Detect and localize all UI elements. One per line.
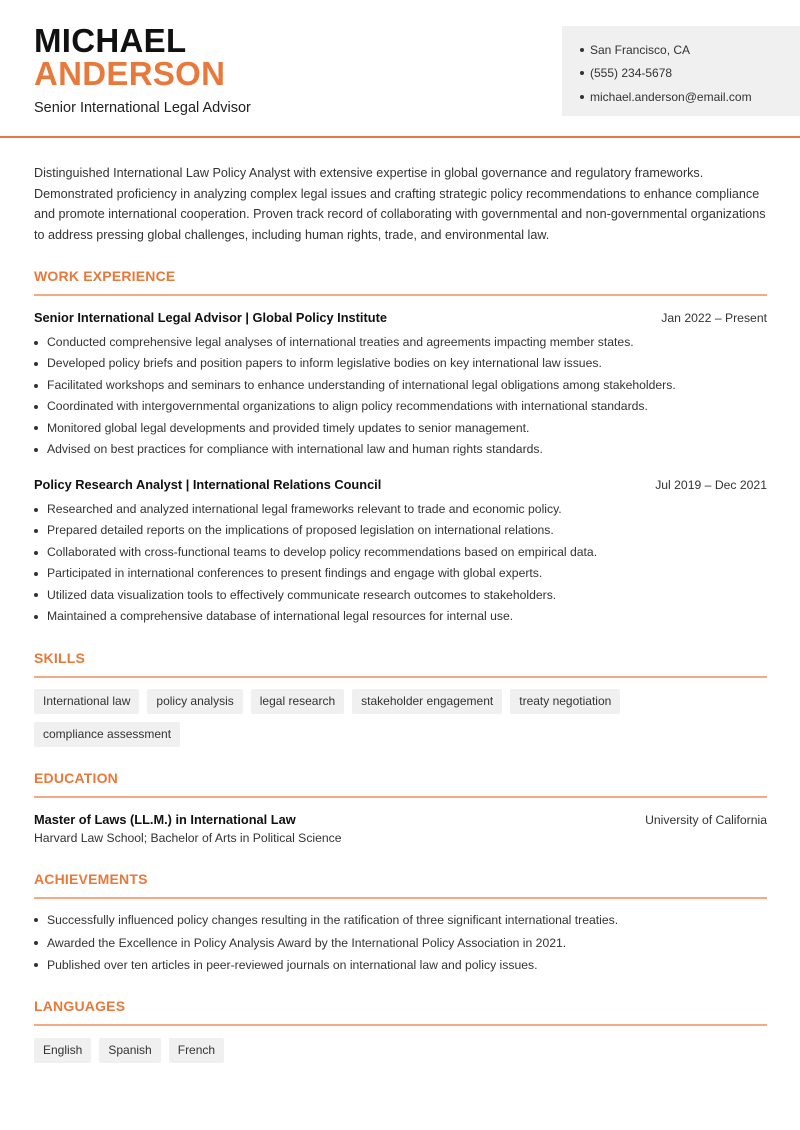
skill-tag: stakeholder engagement [352, 689, 502, 714]
list-item [34, 909, 769, 932]
bullet-dot-icon [580, 95, 584, 99]
languages-list [34, 1038, 769, 1063]
bullet-text: Maintained a comprehensive database of international legal resources for internal use. [47, 609, 514, 624]
section-title-languages: LANGUAGES [34, 998, 126, 1014]
skills-list [34, 689, 769, 747]
last-name: ANDERSON [34, 55, 226, 92]
skill-tag: treaty negotiation [510, 689, 620, 714]
job-dates: Jan 2022 – Present [661, 311, 767, 325]
list-item [34, 932, 769, 955]
skill-tag: International law [34, 689, 139, 714]
bullet-dot-icon [34, 508, 38, 512]
list-item [34, 332, 769, 353]
job-role: Policy Research Analyst | International Relations Council [34, 477, 382, 492]
contact-location [580, 38, 800, 62]
job-bullets [34, 499, 769, 627]
section-title-education: EDUCATION [34, 770, 118, 786]
bullet-dot-icon [34, 572, 38, 576]
bullet-dot-icon [34, 529, 38, 533]
achievements-list [34, 909, 769, 977]
list-item [34, 542, 769, 563]
bullet-text: Utilized data visualization tools to effectively communicate research outcomes to stakeholders. [47, 587, 557, 602]
list-item [34, 520, 769, 541]
list-item [34, 418, 769, 439]
bullet-text: Awarded the Excellence in Policy Analysis Award by the International Policy Association in 2021. [47, 935, 567, 950]
bullet-dot-icon [580, 48, 584, 52]
bullet-dot-icon [34, 963, 38, 967]
skill-tag: compliance assessment [34, 722, 180, 747]
bullet-dot-icon [34, 384, 38, 388]
contact-box [562, 26, 800, 116]
list-item [34, 353, 769, 374]
list-item [34, 563, 769, 584]
section-title-work: WORK EXPERIENCE [34, 268, 176, 284]
bullet-text: Successfully influenced policy changes resulting in the ratification of three significant international treaties. [47, 913, 619, 927]
institution-name: University of California [645, 813, 767, 827]
bullet-dot-icon [34, 918, 38, 922]
bullet-dot-icon [34, 448, 38, 452]
list-item [34, 396, 769, 417]
language-tag: English [34, 1038, 91, 1063]
bullet-dot-icon [34, 426, 38, 430]
bullet-text: Published over ten articles in peer-reviewed journals on international law and policy issues. [47, 958, 538, 972]
education-header [34, 812, 767, 827]
bullet-text: Participated in international conferences to present findings and engage with global experts. [47, 566, 543, 581]
section-divider [34, 676, 767, 678]
bullet-text: Researched and analyzed international legal frameworks relevant to trade and economic policy. [47, 502, 562, 516]
education-details: Harvard Law School; Bachelor of Arts in Political Science [34, 831, 342, 845]
bullet-text: Developed policy briefs and position papers to inform legislative bodies on key international law issues. [47, 356, 602, 371]
bullet-text: Facilitated workshops and seminars to enhance understanding of international legal obligations among stakeholders. [47, 377, 676, 392]
degree-title: Master of Laws (LL.M.) in International Law [34, 812, 296, 827]
profile-summary: Distinguished International Law Policy Analyst with extensive expertise in global governance and regulatory frameworks. Demonstrated proficiency in analyzing complex legal issues and crafting strategic policy recommendations to enhance compliance and promote international cooperation. Proven track record of collaborating with governmental and non-governmental organizations to address pressing global challenges, including human rights, trade, and environmental law. [34, 166, 766, 243]
job-bullets [34, 332, 769, 460]
bullet-dot-icon [34, 551, 38, 555]
section-title-achievements: ACHIEVEMENTS [34, 871, 148, 887]
list-item [34, 499, 769, 520]
contact-email[interactable] [580, 85, 800, 109]
job-header [34, 477, 767, 492]
location-text: San Francisco, CA [590, 42, 691, 57]
language-tag: Spanish [99, 1038, 160, 1063]
bullet-dot-icon [34, 362, 38, 366]
bullet-dot-icon [34, 941, 38, 945]
bullet-dot-icon [34, 405, 38, 409]
bullet-dot-icon [34, 593, 38, 597]
language-tag: French [169, 1038, 224, 1063]
skill-tag: policy analysis [147, 689, 242, 714]
list-item [34, 954, 769, 977]
bullet-text: Coordinated with intergovernmental organizations to align policy recommendations with international standards. [47, 399, 648, 414]
bullet-dot-icon [34, 615, 38, 619]
bullet-text: Collaborated with cross-functional teams to develop policy recommendations based on empirical data. [47, 544, 598, 559]
bullet-dot-icon [580, 71, 584, 75]
list-item [34, 585, 769, 606]
bullet-text: Prepared detailed reports on the implications of proposed legislation on international relations. [47, 523, 554, 538]
bullet-text: Conducted comprehensive legal analyses of international treaties and agreements impacting member states. [47, 335, 634, 349]
first-name: MICHAEL [34, 22, 187, 59]
list-item [34, 606, 769, 627]
email-link[interactable]: michael.anderson@email.com [590, 89, 752, 104]
contact-phone [580, 62, 800, 86]
list-item [34, 439, 769, 460]
section-title-skills: SKILLS [34, 650, 85, 666]
list-item [34, 375, 769, 396]
bullet-text: Advised on best practices for compliance with international law and human rights standards. [47, 442, 543, 457]
job-dates: Jul 2019 – Dec 2021 [655, 478, 767, 492]
skill-tag: legal research [251, 689, 344, 714]
professional-title: Senior International Legal Advisor [34, 100, 251, 116]
section-divider [34, 796, 767, 798]
bullet-text: Monitored global legal developments and provided timely updates to senior management. [47, 420, 530, 435]
bullet-dot-icon [34, 341, 38, 345]
section-divider [34, 294, 767, 296]
phone-text: (555) 234-5678 [590, 66, 673, 81]
job-role: Senior International Legal Advisor | Global Policy Institute [34, 310, 387, 325]
job-header [34, 310, 767, 325]
section-divider [34, 897, 767, 899]
resume-header [0, 0, 800, 138]
section-divider [34, 1024, 767, 1026]
